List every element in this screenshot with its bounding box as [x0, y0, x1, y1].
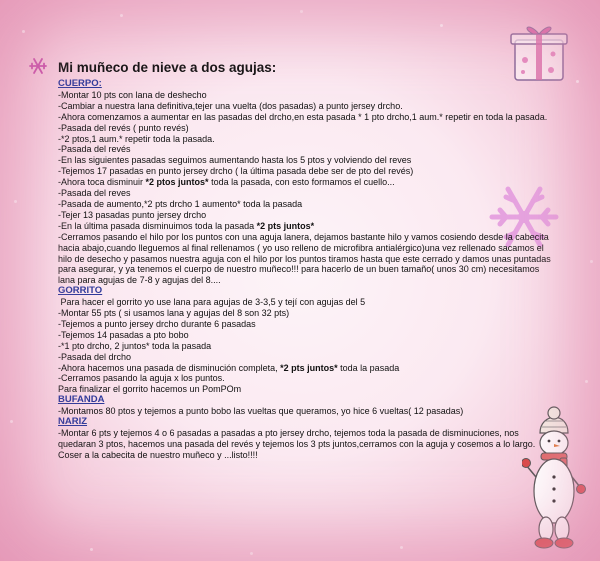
instruction-line: -*1 pto drcho, 2 juntos* toda la pasada	[58, 340, 212, 351]
snow-speck	[300, 10, 303, 13]
instruction-text: -Ahora hacemos una pasada de disminución completa,	[58, 362, 281, 373]
section-heading-nariz: NARIZ	[58, 416, 88, 428]
snow-speck	[90, 548, 93, 551]
instruction-text: toda la pasada, con esto formamos el cuello...	[208, 177, 395, 188]
instruction-line: -Tejemos a punto jersey drcho durante 6 pasadas	[58, 318, 256, 329]
instruction-text: -En la última pasada disminuimos toda la pasada	[58, 220, 257, 231]
instruction-text: -Ahora toca disminuir	[58, 177, 146, 188]
emphasis-text: *2 pts juntos*	[256, 220, 315, 231]
section-heading-cuerpo: CUERPO:	[58, 78, 102, 89]
instruction-line: -Pasada del drcho	[58, 351, 132, 362]
snow-speck	[22, 30, 25, 33]
instruction-line	[58, 177, 554, 188]
snow-speck	[10, 420, 13, 423]
instruction-line: -Montar 10 pts con lana de deshecho	[58, 89, 207, 100]
instruction-line: -En las siguientes pasadas seguimos aumentando hasta los 5 ptos y volviendo del reves	[58, 155, 412, 166]
instruction-line: -Montar 55 pts ( si usamos lana y agujas del 8 son 32 pts)	[58, 308, 290, 319]
instruction-line: -Tejer 13 pasadas punto jersey drcho	[58, 209, 207, 220]
instruction-line: -Tejemos 14 pasadas a pto bobo	[58, 329, 189, 340]
instruction-line: -Tejemos 17 pasadas en punto jersey drcho ( la última pasada debe ser de pto del revés)	[58, 166, 414, 177]
snow-speck	[400, 546, 403, 549]
snow-speck	[440, 24, 443, 27]
instruction-line: Para hacer el gorrito yo use lana para agujas de 3-3,5 y tejí con agujas del 5	[58, 297, 366, 308]
emphasis-text: *2 ptos juntos*	[145, 177, 209, 188]
pattern-instructions	[58, 66, 554, 461]
instruction-line	[58, 363, 554, 374]
snow-speck	[585, 380, 588, 383]
instruction-line: -*2 ptos,1 aum.* repetir toda la pasada.	[58, 133, 215, 144]
instruction-line: -Cerramos pasando la aguja x los puntos.	[58, 373, 225, 384]
section-heading-bufanda: BUFANDA	[58, 394, 105, 406]
page-title: Mi muñeco de nieve a dos agujas:	[58, 60, 277, 75]
instruction-line: -Pasada del reves	[58, 188, 131, 199]
emphasis-text: *2 pts juntos*	[280, 362, 338, 373]
instruction-line: -Montamos 80 ptos y tejemos a punto bobo las vueltas que queramos, yo hice 6 vueltas( 12 pasadas)	[58, 406, 464, 417]
instruction-text: toda la pasada	[337, 362, 400, 373]
instruction-line: -Pasada de aumento,*2 pts drcho 1 aumento* toda la pasada	[58, 198, 303, 209]
section-heading-gorrito: GORRITO	[58, 285, 103, 297]
instruction-line: -Pasada del revés ( punto revés)	[58, 122, 189, 133]
instruction-line: -Cambiar a nuestra lana definitiva,tejer una vuelta (dos pasadas) a punto jersey drcho.	[58, 100, 403, 111]
snow-speck	[120, 14, 123, 17]
instruction-line: Para finalizar el gorrito hacemos un PomPOm	[58, 384, 242, 395]
snow-speck	[590, 260, 593, 263]
instruction-line	[58, 221, 554, 232]
snow-speck	[14, 200, 17, 203]
instruction-line: -Pasada del revés	[58, 144, 131, 155]
instruction-paragraph: -Montar 6 pts y tejemos 4 o 6 pasadas a pasadas a pto jersey drcho, tejemos toda la pasada de disminuciones, nos quedaran 3 ptos, hacemos una pasada del revés y tejemos los 3 pts juntos,cerramos con la aguja y cosemos a lo largo.	[58, 428, 536, 449]
instruction-line: -Ahora comenzamos a aumentar en las pasadas del drcho,en esta pasada * 1 pto drcho,1 aum.* repetir en toda la pasada.	[58, 111, 548, 122]
snow-speck	[250, 552, 253, 555]
snowflake-icon	[28, 56, 48, 76]
instruction-paragraph: -Cerramos pasando el hilo por los puntos con una aguja lanera, dejamos bastante hilo y vamos cosiendo desde la cabecita hacia abajo,cuando lleguemos al final rellenamos ( yo uso relleno de microfibra antialérgico)una vez rellenado sacamos el hilo de desecho y pasamos nuestra aguja con el hilo por los puntos tiramos hasta que este cerrado y damos unas puntadas para asegurar, y ya tenemos el cuerpo de nuestro muñeco!!! para hacerlo de un buen tamaño( unos 30 cm) necesitamos lana para agujas de 7-8 y agujas del 8....	[58, 231, 551, 286]
snow-speck	[576, 80, 579, 83]
closing-line: Coser a la cabecita de nuestro muñeco y ...listo!!!!	[58, 449, 258, 460]
